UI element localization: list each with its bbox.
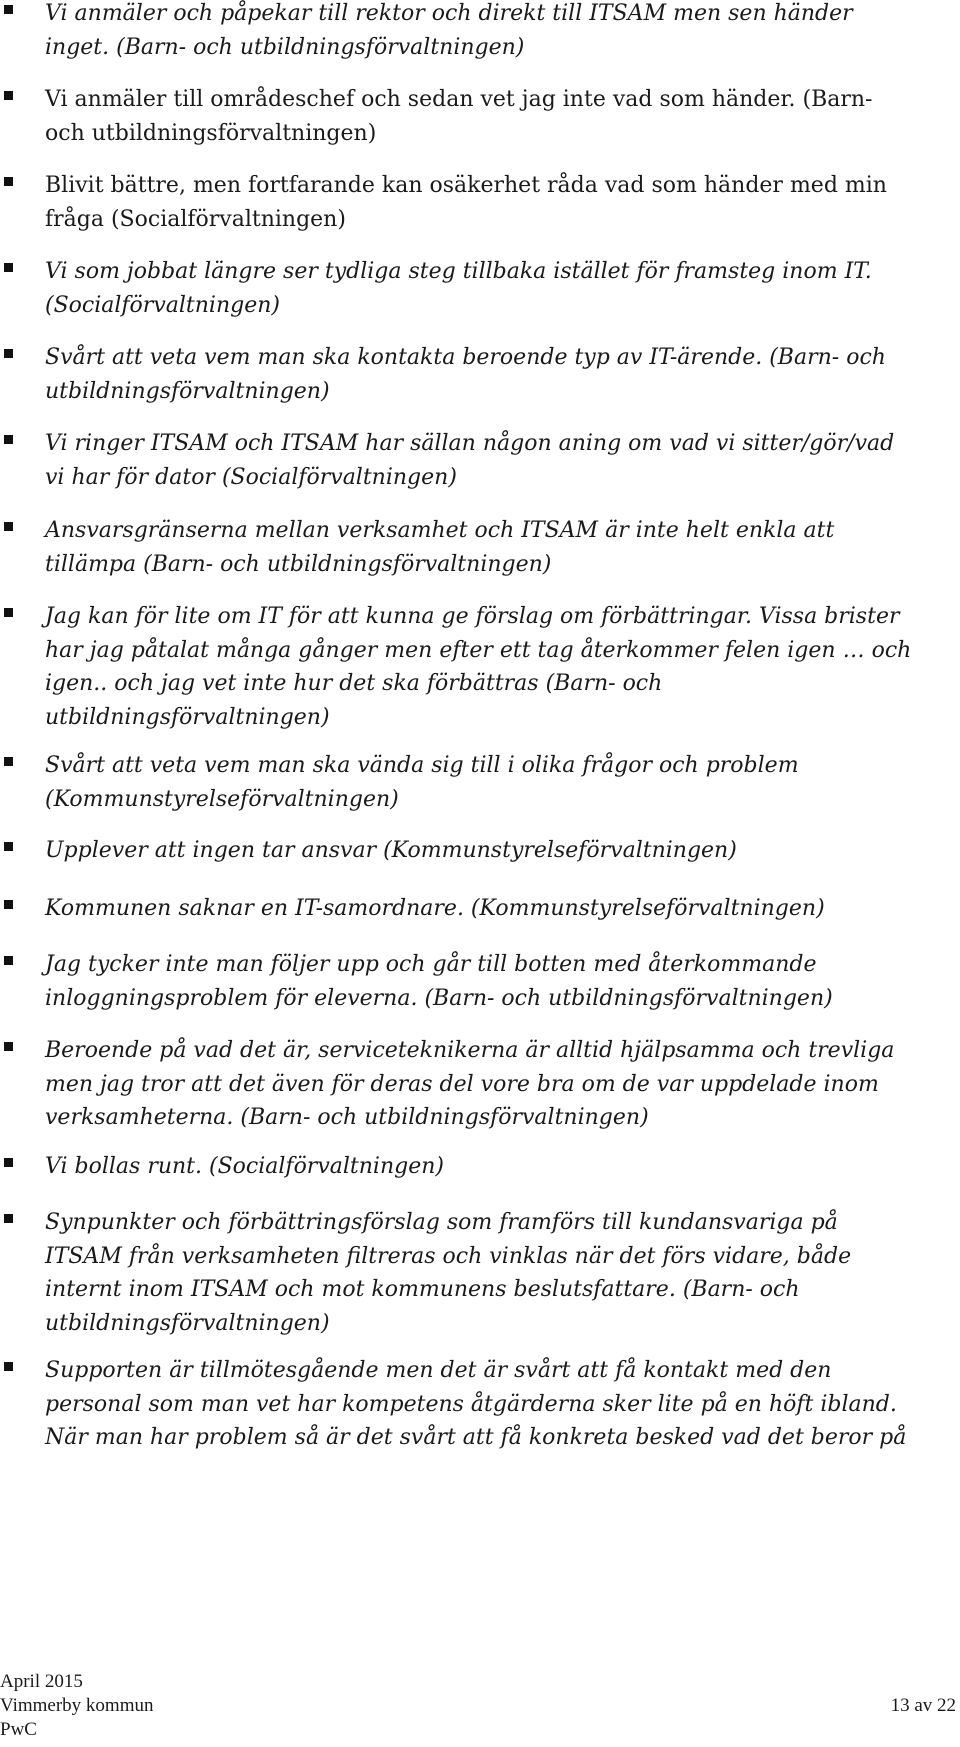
- list-item-text: Jag tycker inte man följer upp och går till botten med återkommande inloggningsproblem för eleverna. (Barn- och utbildningsförvaltningen): [45, 952, 833, 1011]
- square-bullet-icon: [4, 956, 13, 965]
- list-item-text: Svårt att veta vem man ska vända sig till i olika frågor och problem (Kommunstyrelseförvaltningen): [45, 753, 799, 812]
- list-item-text: Vi ringer ITSAM och ITSAM har sällan någon aning om vad vi sitter/gör/vad vi har för dator (Socialförvaltningen): [45, 431, 895, 490]
- list-item-text: Supporten är tillmötesgående men det är svårt att få kontakt med den personal som man vet har kompetens åtgärderna sker lite på en höft ibland. När man har problem så är det svårt att få konkreta besked vad det beror på: [45, 1358, 907, 1450]
- square-bullet-icon: [4, 1158, 13, 1167]
- list-item-text: Kommunen saknar en IT-samordnare. (Kommunstyrelseförvaltningen): [45, 896, 825, 921]
- square-bullet-icon: [4, 1042, 13, 1051]
- square-bullet-icon: [4, 1362, 13, 1371]
- list-item-text: Svårt att veta vem man ska kontakta beroende typ av IT-ärende. (Barn- och utbildningsförvaltningen): [45, 345, 886, 404]
- square-bullet-icon: [4, 349, 13, 358]
- list-item-text: Vi anmäler till områdeschef och sedan vet jag inte vad som händer. (Barn- och utbildningsförvaltningen): [45, 87, 873, 146]
- list-item-text: Synpunkter och förbättringsförslag som framförs till kundansvariga på ITSAM från verksamheten filtreras och vinklas när det förs vidare, både internt inom ITSAM och mot kommunens beslutsfattare. (Barn- och utbildningsförvaltningen): [45, 1210, 852, 1336]
- footer-date: April 2015: [0, 1671, 83, 1692]
- list-item-text: Upplever att ingen tar ansvar (Kommunstyrelseförvaltningen): [45, 838, 737, 863]
- square-bullet-icon: [4, 522, 13, 531]
- square-bullet-icon: [4, 608, 13, 617]
- list-item-text: Vi som jobbat längre ser tydliga steg tillbaka istället för framsteg inom IT. (Socialförvaltningen): [45, 259, 872, 318]
- list-item-text: Vi bollas runt. (Socialförvaltningen): [45, 1154, 444, 1179]
- square-bullet-icon: [4, 842, 13, 851]
- list-item-text: Beroende på vad det är, serviceteknikerna är alltid hjälpsamma och trevliga men jag tror att det även för deras del vore bra om de var uppdelade inom verksamheterna. (Barn- och utbildningsförvaltningen): [45, 1038, 895, 1130]
- square-bullet-icon: [4, 5, 13, 14]
- list-item-text: Vi anmäler och påpekar till rektor och direkt till ITSAM men sen händer inget. (Barn- och utbildningsförvaltningen): [45, 1, 853, 60]
- square-bullet-icon: [4, 177, 13, 186]
- square-bullet-icon: [4, 900, 13, 909]
- list-item-text: Jag kan för lite om IT för att kunna ge förslag om förbättringar. Vissa brister har jag påtalat många gånger men efter ett tag återkommer felen igen … och igen.. och jag vet inte hur det ska förbättras (Barn- och utbildningsförvaltningen): [45, 604, 912, 730]
- page-number: 13 av 22: [890, 1695, 956, 1716]
- square-bullet-icon: [4, 263, 13, 272]
- square-bullet-icon: [4, 757, 13, 766]
- footer-author: PwC: [0, 1719, 37, 1740]
- footer-organization: Vimmerby kommun: [0, 1695, 154, 1716]
- square-bullet-icon: [4, 435, 13, 444]
- list-item-text: Blivit bättre, men fortfarande kan osäkerhet råda vad som händer med min fråga (Socialförvaltningen): [45, 173, 887, 232]
- list-item-text: Ansvarsgränserna mellan verksamhet och ITSAM är inte helt enkla att tillämpa (Barn- och utbildningsförvaltningen): [45, 518, 835, 577]
- square-bullet-icon: [4, 1214, 13, 1223]
- page-footer: [0, 1670, 153, 1742]
- square-bullet-icon: [4, 91, 13, 100]
